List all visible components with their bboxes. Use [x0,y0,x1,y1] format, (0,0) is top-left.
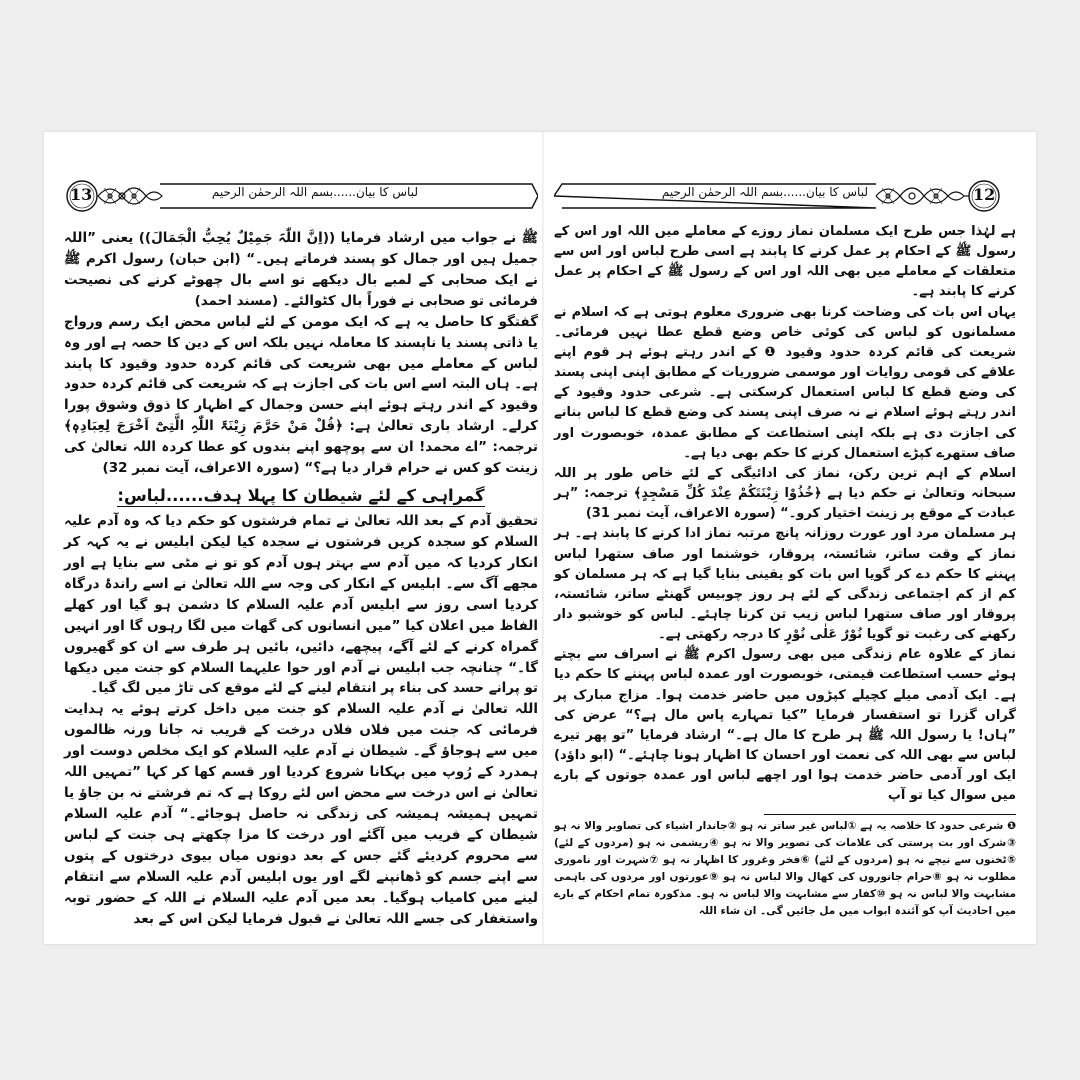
footnotes [554,818,1016,920]
book-spread [44,132,1036,944]
footnote-divider [764,814,1016,815]
paragraph: اسلام کے اہم ترین رکن، نماز کی ادائیگی کے لئے خاص طور پر اللہ سبحانہ وتعالیٰ نے حکم دیا ہے ﴿خُذُوْا زِیْنَتَکُمْ عِنْدَ کُلِّ مَسْجِدٍ﴾ ترجمہ: ”ہر عبادت کے موقع پر زینت اختیار کرو۔“ (سورہ الاعراف، آیت نمبر 31) [554,465,1016,522]
paragraph: اللہ تعالیٰ نے آدم علیہ السلام کو جنت میں داخل کرتے ہوئے یہ ہدایت فرمائی کہ جنت میں فلاں فلاں درخت کے قریب نہ جانا ورنہ ظالموں میں سے ہوجاؤ گے۔ شیطان نے آدم علیہ السلام کو ایک مخلص دوست اور ہمدرد کے رُوپ میں بہکانا شروع کردیا اور قسم کھا کر کہا ”تمہیں اللہ تعالیٰ نے اس درخت سے محض اس لئے روکا ہے کہ تم فرشتے نہ بن جاؤ یا تمہیں ہمیشہ ہمیشہ کی زندگی نہ حاصل ہوجائے۔“ آدم علیہ السلام شیطان کے فریب میں آگئے اور درخت کا مزا چکھتے ہی جنت کے لباس سے محروم کردیئے گئے جس کے بعد دونوں میاں بیوی درختوں کے پتوں سے اپنے جسم کو ڈھانپنے لگے اور یوں ابلیس آدم علیہ السلام سے انتقام لینے میں کامیاب ہوگیا۔ بعد میں آدم علیہ السلام نے اللہ کے حضور توبہ واستغفار کی جسے اللہ تعالیٰ نے قبول فرمایا لیکن اس کے بعد [64,701,538,927]
paragraph: ہر مسلمان مرد اور عورت روزانہ پانچ مرتبہ نماز ادا کرنے کا پابند ہے۔ ہر نماز کے وقت ساتر، شائستہ، پروقار، خوشنما اور صاف ستھرا لباس پہننے کا حکم دے کر گویا اس بات کو یقینی بنایا گیا ہے کہ ہر مسلمان کو کم از کم اجتماعی زندگی کے لئے ہر روز چوبیس گھنٹے ساتر، شائستہ، پروقار اور صاف ستھرا لباس زیب تن کرنا چاہئے۔ لباس کو خوشبو دار رکھنے کی رغبت تو گویا نُوْرٌ عَلٰی نُوْرٍ کا درجہ رکھتی ہے۔ [554,526,1016,643]
paragraph: نماز کے علاوہ عام زندگی میں بھی رسول اکرم ﷺ نے اسراف سے بچتے ہوئے حسب استطاعت قیمتی، خوبصورت اور عمدہ لباس پہننے کا حکم دیا ہے۔ ایک آدمی میلے کچیلے کپڑوں میں حاضر خدمت ہوا۔ مزاج مبارک پر گراں گزرا تو استفسار فرمایا ”کیا تمہارے پاس مال ہے؟“ عرض کی ”ہاں! یا رسول اللہ ﷺ ہر طرح کا مال ہے۔“ ارشاد فرمایا ”تو پھر تیرے لباس سے بھی اللہ کی نعمت اور احسان کا اظہار ہونا چاہئے۔“ (ابو داؤد) ایک اور آدمی حاضر خدمت ہوا اور اچھے لباس اور عمدہ جوتوں کے بارے میں سوال کیا تو آپ [554,647,1016,804]
paragraph: گفتگو کا حاصل یہ ہے کہ ایک مومن کے لئے لباس محض ایک رسم ورواج یا ذاتی پسند یا ناپسند کا معاملہ نہیں بلکہ اس کے دین کا حصہ ہے اور وہ لباس کے معاملے میں بھی شریعت کی قائم کردہ حدود وقیود کا پابند ہے۔ ہاں البتہ اسے اس بات کی اجازت ہے کہ شریعت کی قائم کردہ حدود وقیود کے اندر رہتے ہوئے اپنے حسن وجمال کے اظہار کا ذوق وشوق پورا کرلے۔ ارشاد باری تعالیٰ ہے: ﴿قُلْ مَنْ حَرَّمَ زِیْنَۃَ اللّٰہِ الَّتِیْٓ اَخْرَجَ لِعِبَادِہٖ﴾ ترجمہ: ”اے محمد! ان سے پوچھو اپنے بندوں کو عطا کردہ اللہ تعالیٰ کی زینت کو کس نے حرام قرار دیا ہے؟“ (سورہ الاعراف، آیت نمبر 32) [64,313,538,477]
section-heading-text: گمراہی کے لئے شیطان کا پہلا ہدف......لباس: [117,486,485,506]
section-heading [64,483,538,509]
paragraph: ہے لہٰذا جس طرح ایک مسلمان نماز روزے کے معاملے میں اللہ اور اس کے رسول ﷺ کے احکام پر عمل کرنے کا پابند ہے اسی طرح لباس اور اس سے متعلقات کے معاملے میں بھی اللہ اور اس کے رسول ﷺ کے احکام پر عمل کرنے کا پابند ہے۔ [554,224,1016,300]
header-title: لباس کا بیان......بسم اللہ الرحمٰن الرحیم [211,185,418,199]
page-13 [64,132,538,944]
paragraph: تحقیق آدم کے بعد اللہ تعالیٰ نے تمام فرشتوں کو حکم دیا کہ وہ آدم علیہ السلام کو سجدہ کریں فرشتوں نے سجدہ کیا لیکن ابلیس نے یہ کہہ کر انکار کردیا کہ میں آدم سے بہتر ہوں آدم کو تو نے مٹی سے بنایا ہے اور مجھے آگ سے۔ ابلیس کے انکار کی وجہ سے اللہ تعالیٰ نے اسے راندۂ درگاہ کردیا اسی روز سے ابلیس آدم علیہ السلام کا دشمن ہو گیا اور کھلے الفاظ میں اعلان کیا ”میں انسانوں کی گھات میں لگا رہوں گا اور انہیں گمراہ کرنے کے لئے آگے، پیچھے، دائیں، بائیں ہر طرف سے ان کو گھیروں گا۔“ چنانچہ جب ابلیس نے آدم اور حوا علیہما السلام کو جنت میں دیکھا تو پرانے حسد کی بناء پر انتقام لینے کے لئے موقع کی تاڑ میں لگ گیا۔ [64,513,538,697]
book-gutter [542,132,544,944]
page-header [64,176,538,216]
page-body [554,222,1016,807]
page-12 [554,132,1016,944]
page-number: 12 [973,185,996,204]
paragraph: ﷺ نے جواب میں ارشاد فرمایا ((اِنَّ اللّٰہَ جَمِیْلٌ یُحِبُّ الْجَمَالَ)) یعنی ”اللہ جمیل ہیں اور جمال کو پسند فرماتے ہیں۔“ (ابن حبان) رسول اکرم ﷺ نے ایک صحابی کے لمبے بال دیکھے تو اسے بال چھوٹے کرنے کی نصیحت فرمائی تو صحابی نے فوراً بال کٹوالئے۔ (مسند احمد) [64,230,538,309]
page-header [554,176,1016,216]
header-title: لباس کا بیان......بسم اللہ الرحمٰن الرحیم [661,185,868,199]
footnote: ❶ شرعی حدود کا خلاصہ یہ ہے ①لباس غیر ساتر نہ ہو ②جاندار اشیاء کی تصاویر والا نہ ہو ③شرک اور بت پرستی کی علامات کی تصویر والا نہ ہو ④ریشمی نہ ہو (مردوں کے لئے) ⑤ٹخنوں سے نیچے نہ ہو (مردوں کے لئے) ⑥فخر وغرور کا اظہار نہ ہو ⑦شہرت اور ناموری مطلوب نہ ہو ⑧حرام جانوروں کی کھال والا لباس نہ ہو ⑨عورتوں اور مردوں کی باہمی مشابہت والا لباس نہ ہو ⑩کفار سے مشابہت والا لباس نہ ہو۔ مذکورہ تمام احکام کے بارے میں احادیث آپ کو آئندہ ابواب میں مل جائیں گی۔ ان شاء اللہ [554,820,1016,917]
page-number: 13 [70,185,93,204]
paragraph: یہاں اس بات کی وضاحت کرنا بھی ضروری معلوم ہوتی ہے کہ اسلام نے مسلمانوں کو لباس کی کوئی خاص وضع قطع عطا نہیں فرمائی۔ شریعت کی قائم کردہ حدود وقیود ❶ کے اندر رہتے ہوئے ہر قوم اپنے علاقے کی قومی روایات اور موسمی ضروریات کے مطابق اپنی اپنی پسند کی وضع قطع کا لباس استعمال کرسکتی ہے۔ شرعی حدود وقیود کے اندر رہتے ہوئے اسلام نے نہ صرف اپنی پسند کی وضع قطع کا لباس بنانے کی اجازت دی ہے بلکہ اپنی استطاعت کے مطابق عمدہ، خوبصورت اور صاف ستھرے کپڑے استعمال کرنے کا حکم بھی دیا ہے۔ [554,304,1016,461]
page-body [64,228,538,930]
